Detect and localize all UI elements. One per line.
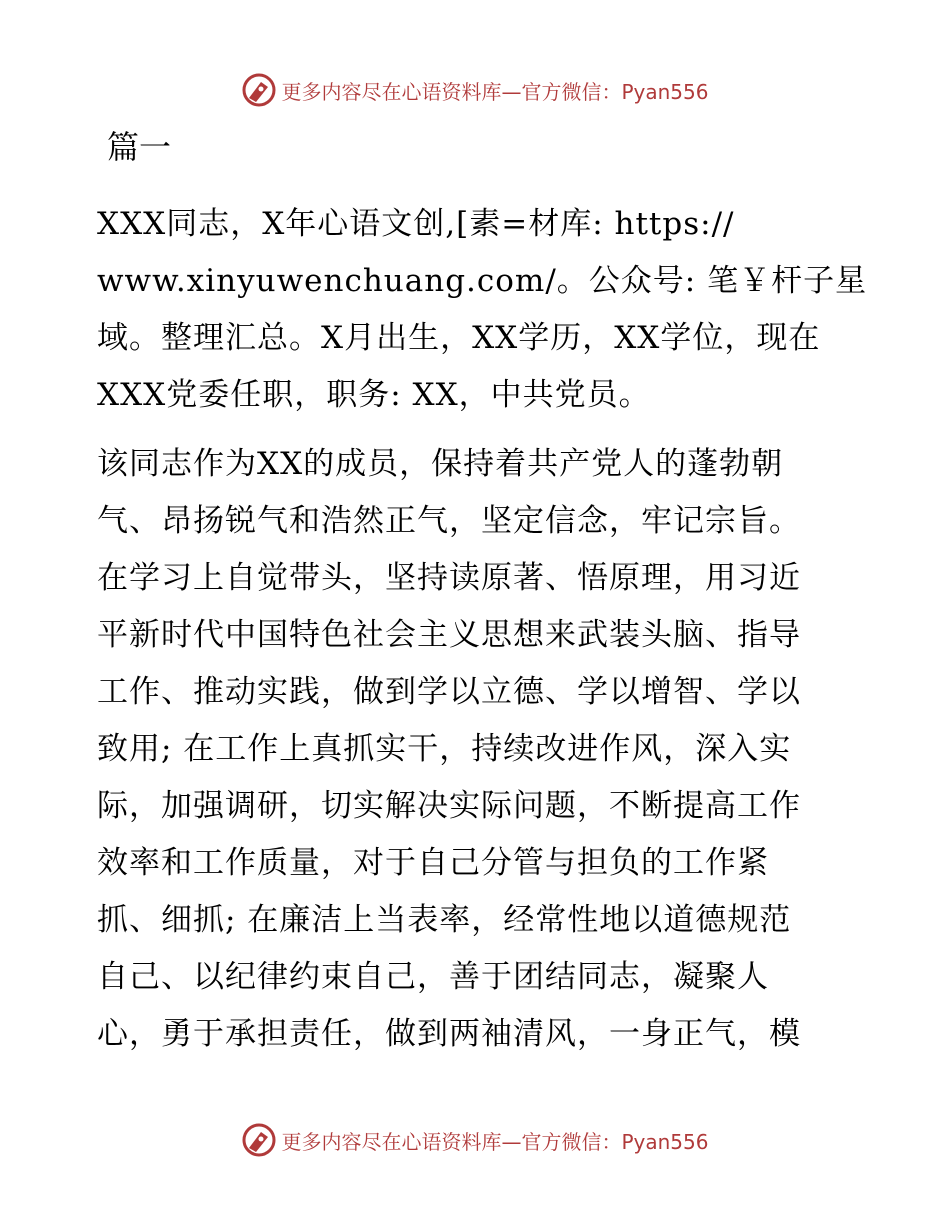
text-line: XXX同志，X年心语文创,[素=材库: https:// (97, 206, 735, 242)
header-watermark-banner (0, 70, 950, 110)
text-line: 抓、细抓; 在廉洁上当表率，经常性地以道德规范 (97, 902, 792, 938)
section-heading: 篇一 (107, 128, 172, 166)
watermark-wechat-text: 官方微信：Pyan556 (521, 79, 709, 104)
text-line: 际，加强调研，切实解决实际问题，不断提高工作 (97, 788, 801, 824)
text-line: 该同志作为XX的成员，保持着共产党人的蓬勃朝 (97, 446, 784, 482)
watermark-main-text: 更多内容尽在心语资料库 (281, 1129, 502, 1154)
text-line: 在学习上自觉带头，坚持读原著、悟原理，用习近 (97, 560, 801, 596)
text-line: 气、昂扬锐气和浩然正气，坚定信念，牢记宗旨。 (97, 503, 801, 539)
text-line: 致用; 在工作上真抓实干，持续改进作风，深入实 (97, 731, 792, 767)
text-line: 域。整理汇总。X月出生，XX学历，XX学位，现在 (97, 320, 821, 356)
text-line: 工作、推动实践，做到学以立德、学以增智、学以 (97, 674, 801, 710)
watermark-text (281, 1126, 708, 1155)
footer-watermark-banner (0, 1120, 950, 1160)
paragraph-evaluation (97, 436, 857, 1063)
text-line: 平新时代中国特色社会主义思想来武装头脑、指导 (97, 617, 801, 653)
pen-nib-logo-icon (241, 1122, 277, 1158)
pen-nib-logo-icon (241, 72, 277, 108)
text-line: www.xinyuwenchuang.com/。公众号: 笔￥杆子星 (97, 263, 868, 299)
text-line: XXX党委任职，职务: XX，中共党员。 (97, 377, 651, 413)
watermark-separator: — (501, 1129, 522, 1154)
text-line: 心，勇于承担责任，做到两袖清风，一身正气，模 (97, 1016, 801, 1052)
text-line: 自己、以纪律约束自己，善于团结同志，凝聚人 (97, 959, 769, 995)
watermark-separator: — (501, 79, 522, 104)
watermark-main-text: 更多内容尽在心语资料库 (281, 79, 502, 104)
paragraph-intro (97, 196, 868, 424)
document-body (97, 196, 868, 1075)
text-line: 效率和工作质量，对于自己分管与担负的工作紧 (97, 845, 769, 881)
watermark-text (281, 76, 708, 105)
watermark-wechat-text: 官方微信：Pyan556 (521, 1129, 709, 1154)
